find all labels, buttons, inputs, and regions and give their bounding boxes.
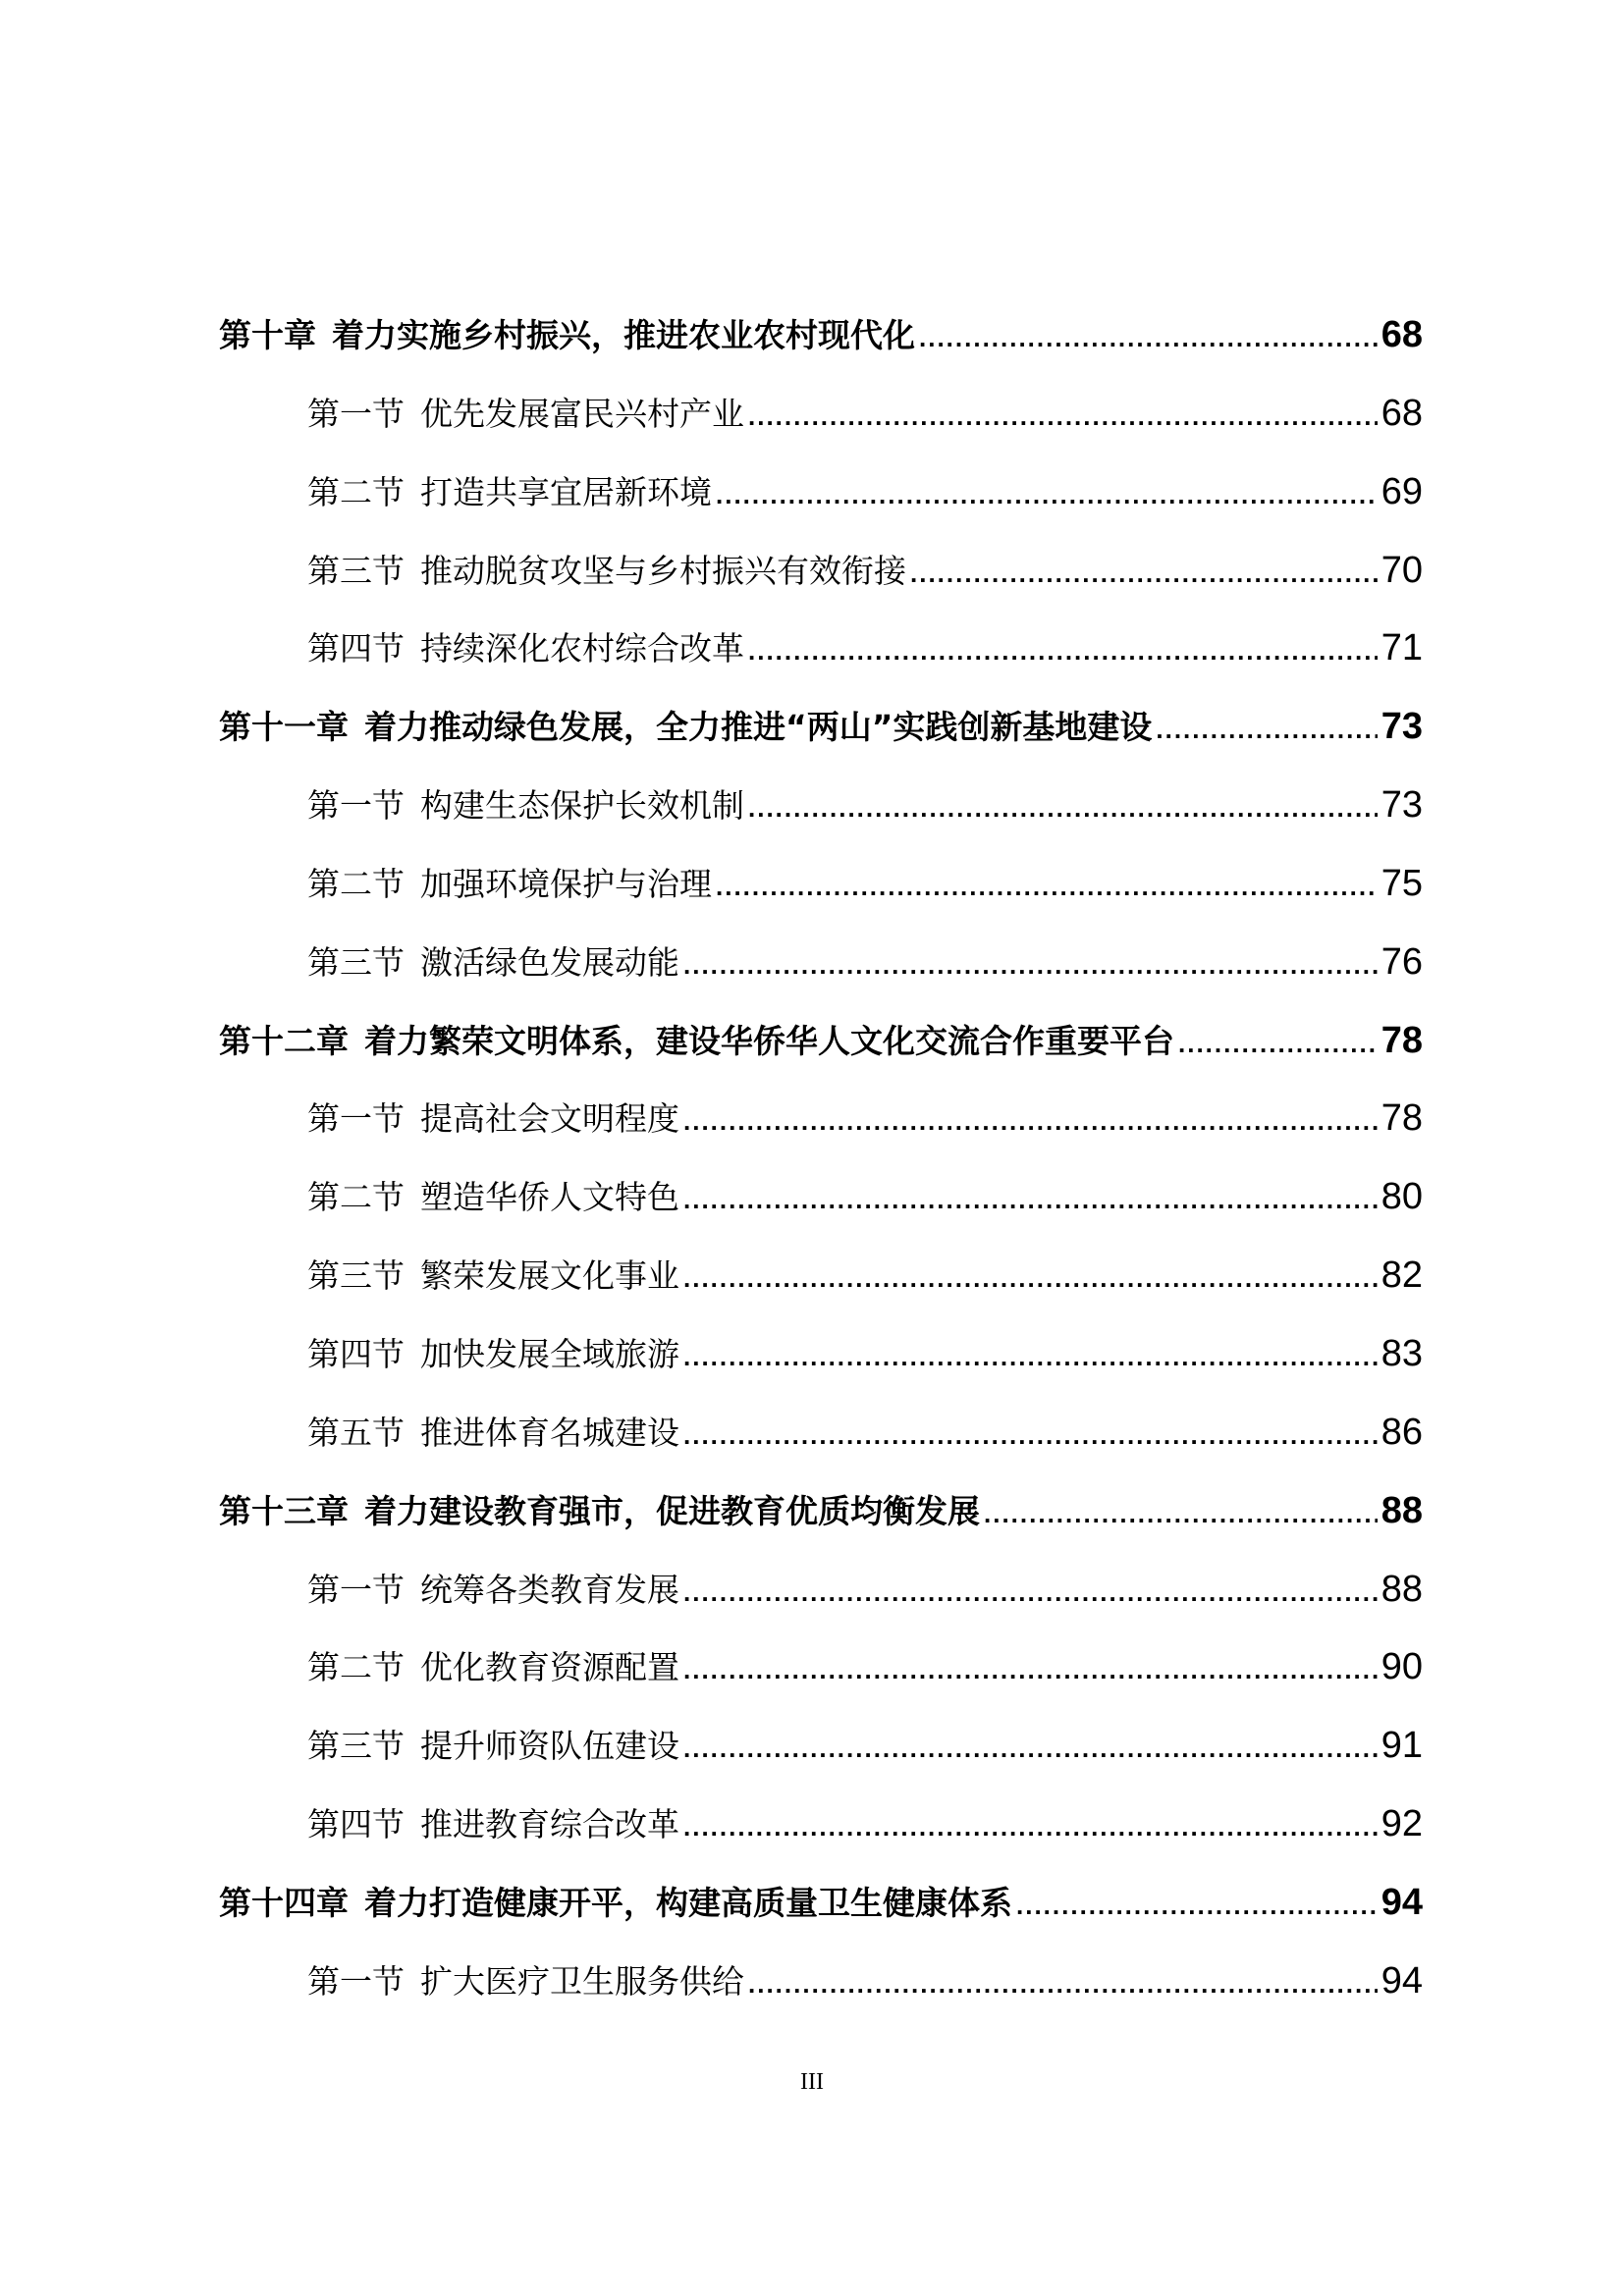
entry-page: 80	[1380, 1176, 1423, 1218]
entry-number: 第二节	[307, 1178, 405, 1217]
entry-page: 70	[1380, 549, 1423, 591]
dot-leader	[683, 1631, 1378, 1707]
toc-chapter-12[interactable]	[219, 1002, 1423, 1081]
entry-page: 76	[1380, 940, 1423, 983]
entry-title: 提升师资队伍建设	[420, 1727, 679, 1766]
entry-number: 第二节	[307, 1648, 405, 1687]
dot-leader	[1156, 691, 1377, 767]
entry-number: 第二节	[307, 472, 405, 511]
entry-page: 75	[1380, 862, 1423, 904]
entry-number: 第一节	[307, 394, 405, 433]
entry-title: 优先发展富民兴村产业	[420, 394, 744, 433]
dot-leader	[683, 1397, 1378, 1472]
toc-section[interactable]	[219, 1237, 1423, 1315]
entry-title: 激活绿色发展动能	[420, 942, 679, 982]
entry-title: 推进教育综合改革	[420, 1805, 679, 1844]
entry-title: 推进体育名城建设	[420, 1413, 679, 1452]
dot-leader	[683, 1161, 1378, 1237]
toc-section[interactable]	[219, 375, 1423, 454]
dot-leader	[748, 770, 1378, 845]
toc-section[interactable]	[219, 767, 1423, 845]
entry-title: 构建生态保护长效机制	[420, 786, 744, 826]
entry-title: 优化教育资源配置	[420, 1648, 679, 1687]
entry-number: 第三节	[307, 942, 405, 982]
entry-page: 83	[1380, 1332, 1423, 1374]
dot-leader	[919, 299, 1378, 375]
entry-page: 92	[1380, 1803, 1423, 1845]
entry-number: 第一节	[307, 1570, 405, 1609]
entry-number: 第三节	[307, 1727, 405, 1766]
entry-page: 88	[1380, 1489, 1423, 1531]
entry-title: 提高社会文明程度	[420, 1099, 679, 1139]
entry-page: 91	[1380, 1725, 1423, 1767]
dot-leader	[683, 1318, 1378, 1394]
toc-chapter-13[interactable]	[219, 1472, 1423, 1551]
entry-page: 90	[1380, 1646, 1423, 1688]
dot-leader	[683, 1083, 1378, 1158]
toc-section[interactable]	[219, 1080, 1423, 1158]
entry-title: 扩大医疗卫生服务供给	[420, 1961, 744, 2001]
dot-leader	[910, 535, 1378, 611]
toc-section[interactable]	[219, 1786, 1423, 1864]
toc-section[interactable]	[219, 1158, 1423, 1237]
entry-title: 着力打造健康开平，构建高质量卫生健康体系	[364, 1883, 1012, 1922]
page-number: III	[800, 2069, 824, 2095]
entry-page: 68	[1380, 392, 1423, 434]
entry-title: 推动脱贫攻坚与乡村振兴有效衔接	[420, 551, 906, 590]
entry-page: 78	[1380, 1097, 1423, 1140]
entry-page: 88	[1380, 1568, 1423, 1610]
entry-title: 加快发展全域旅游	[420, 1334, 679, 1373]
entry-number: 第一节	[307, 1961, 405, 2001]
dot-leader	[716, 456, 1378, 532]
entry-title: 着力实施乡村振兴，推进农业农村现代化	[332, 316, 915, 354]
dot-leader	[683, 1554, 1378, 1629]
entry-page: 69	[1380, 470, 1423, 512]
entry-title: 加强环境保护与治理	[420, 864, 712, 903]
dot-leader	[748, 1946, 1378, 2021]
toc-section[interactable]	[219, 1707, 1423, 1786]
entry-page: 73	[1380, 784, 1423, 827]
dot-leader	[683, 1240, 1378, 1315]
entry-title: 塑造华侨人文特色	[420, 1178, 679, 1217]
entry-title: 着力繁荣文明体系，建设华侨华人文化交流合作重要平台	[364, 1021, 1174, 1060]
toc-section[interactable]	[219, 610, 1423, 688]
toc-section[interactable]	[219, 454, 1423, 532]
entry-number: 第四节	[307, 1805, 405, 1844]
table-of-contents	[219, 296, 1423, 2021]
entry-title: 打造共享宜居新环境	[420, 472, 712, 511]
dot-leader	[1016, 1867, 1378, 1943]
dot-leader	[984, 1475, 1378, 1551]
entry-page: 86	[1380, 1411, 1423, 1453]
entry-number: 第一节	[307, 786, 405, 826]
entry-page: 94	[1380, 1959, 1423, 2002]
toc-section[interactable]	[219, 845, 1423, 924]
toc-chapter-10[interactable]	[219, 296, 1423, 375]
toc-section[interactable]	[219, 1943, 1423, 2021]
entry-title: 繁荣发展文化事业	[420, 1256, 679, 1296]
entry-number: 第十一章	[219, 708, 349, 747]
dot-leader	[683, 1789, 1378, 1864]
dot-leader	[716, 848, 1378, 924]
entry-number: 第四节	[307, 629, 405, 668]
dot-leader	[748, 613, 1378, 688]
entry-number: 第一节	[307, 1099, 405, 1139]
entry-page: 94	[1380, 1881, 1423, 1923]
entry-page: 68	[1380, 314, 1423, 355]
entry-number: 第十二章	[219, 1021, 349, 1060]
entry-page: 82	[1380, 1255, 1423, 1297]
toc-section[interactable]	[219, 1394, 1423, 1472]
dot-leader	[748, 378, 1378, 454]
toc-section[interactable]	[219, 924, 1423, 1002]
entry-title: 持续深化农村综合改革	[420, 629, 744, 668]
entry-title: 着力建设教育强市，促进教育优质均衡发展	[364, 1491, 980, 1530]
entry-title: 着力推动绿色发展，全力推进“两山”实践创新基地建设	[364, 708, 1153, 747]
toc-section[interactable]	[219, 1315, 1423, 1394]
entry-number: 第十三章	[219, 1491, 349, 1530]
toc-section[interactable]	[219, 1551, 1423, 1629]
dot-leader	[1178, 1005, 1378, 1081]
dot-leader	[683, 1710, 1378, 1786]
entry-page: 78	[1380, 1019, 1423, 1061]
dot-leader	[683, 927, 1378, 1002]
entry-number: 第十四章	[219, 1883, 349, 1922]
entry-number: 第五节	[307, 1413, 405, 1452]
entry-page: 73	[1380, 706, 1423, 748]
toc-chapter-11[interactable]	[219, 688, 1423, 767]
entry-number: 第三节	[307, 551, 405, 590]
toc-section[interactable]	[219, 1629, 1423, 1707]
entry-number: 第三节	[307, 1256, 405, 1296]
entry-title: 统筹各类教育发展	[420, 1570, 679, 1609]
entry-number: 第十章	[219, 316, 316, 354]
entry-page: 71	[1380, 627, 1423, 669]
toc-section[interactable]	[219, 532, 1423, 611]
toc-chapter-14[interactable]	[219, 1864, 1423, 1943]
entry-number: 第四节	[307, 1334, 405, 1373]
entry-number: 第二节	[307, 864, 405, 903]
